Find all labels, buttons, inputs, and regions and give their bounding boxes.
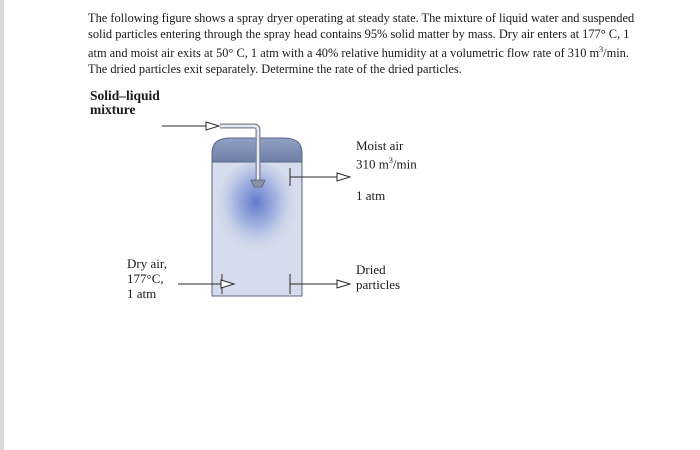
dry-air-pressure: 1 atm [127, 286, 157, 301]
moist-air-flow-rate: 310 $m^3/\min$ [356, 156, 417, 172]
dry-air-label: Dry air, [127, 256, 167, 271]
dry-air-temperature: 177°C, [127, 271, 164, 286]
feed-label-line1: Solid–liquid [90, 88, 160, 103]
dried-label-line1: Dried [356, 262, 386, 277]
feed-arrow-head [206, 122, 219, 130]
moist-air-arrow-head [337, 173, 350, 181]
moist-air-pressure: 1 atm [356, 188, 386, 203]
dried-label-line2: particles [356, 277, 401, 292]
feed-label-line2: mixture [90, 102, 136, 117]
problem-statement: The following figure shows a spray dryer operating at steady state. The mixture of liquid water and suspended solid particles entering through the spray head contains 95% solid matter by mass. Dry air enters at 177° C, 1 atm and moist air exits at 50° C, 1 atm with a 40% relative humidity at a volumetric flow rate of 310 $m^3/\min$. The dried particles exit separately. Determine the rate of the dried particles. [88, 11, 635, 77]
dried-particles-arrow-head [337, 280, 350, 288]
moist-air-label: Moist air [356, 138, 404, 153]
